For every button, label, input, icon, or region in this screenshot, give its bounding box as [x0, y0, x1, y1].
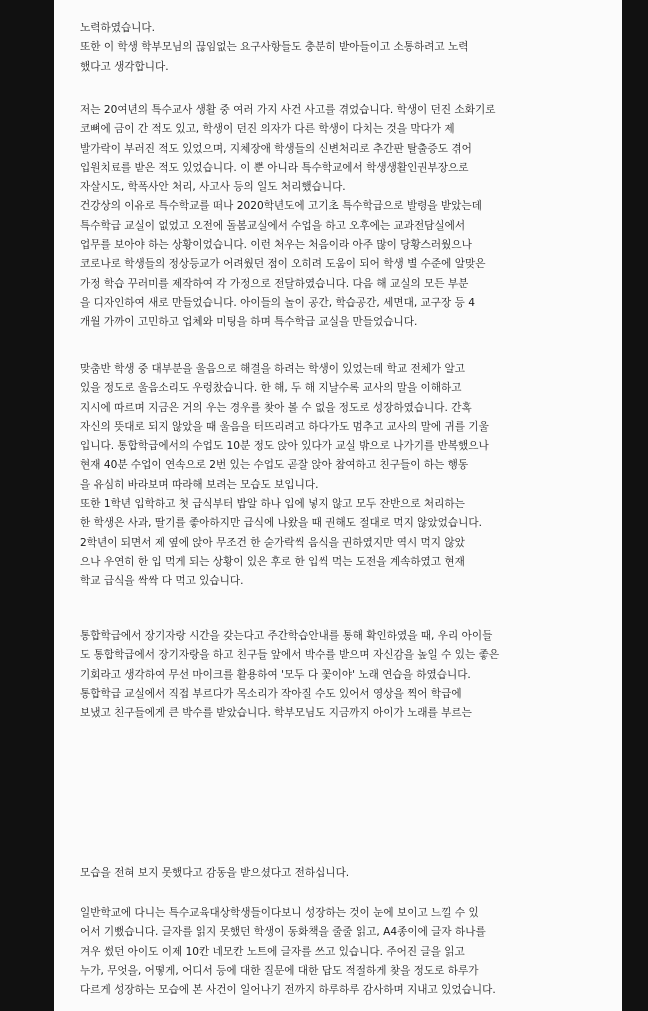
text-line: 한 학생은 사과, 딸기를 좋아하지만 급식에 나왔을 때 권해도 절대로 먹지 않았었습니다.: [80, 517, 482, 530]
paragraph-1: [80, 19, 590, 77]
paragraph-4: [80, 627, 590, 723]
paragraph-2: [80, 101, 590, 333]
text-line: 코뼈에 금이 간 적도 있고, 학생이 던진 의자가 다른 학생이 다치는 것을 막다가 제: [80, 123, 455, 136]
text-line: 기회라고 생각하여 무선 마이크를 활용하여 '모두 다 꽃이야' 노래 연습을 하였습니다.: [80, 668, 471, 681]
text-line: 누가, 무엇을, 어떻게, 어디서 등에 대한 질문에 대한 답도 적절하게 찾을 정도로 하루가: [80, 964, 479, 977]
text-line: 지시에 따르며 지금은 거의 우는 경우를 찾아 볼 수 없을 정도로 성장하였습니다. 간혹: [80, 401, 472, 414]
text-line: 했다고 생각합니다.: [80, 60, 169, 73]
text-line: 학교 급식을 싹싹 다 먹고 있습니다.: [80, 575, 244, 588]
paragraph-5: [80, 864, 590, 883]
text-line: 코로나로 학생들의 정상등교가 어려웠던 점이 오히려 도움이 되어 학생 별 수준에 알맞은: [80, 258, 486, 271]
text-line: 업무를 보아야 하는 상황이었습니다. 이런 처우는 처음이라 아주 많이 당황스러웠으나: [80, 239, 472, 252]
paragraph-6: [80, 904, 590, 1000]
text-line: 현재 40분 수업이 연속으로 2번 있는 수업도 곧잘 앉아 참여하고 친구들이 하는 행동: [80, 459, 469, 472]
text-line: 또한 이 학생 학부모님의 끊임없는 요구사항들도 충분히 받아들이고 소통하려고 노력: [80, 41, 469, 54]
text-line: 개월 가까이 고민하고 업체와 미팅을 하며 특수학급 교실을 만들었습니다.: [80, 316, 418, 329]
text-line: 2학년이 되면서 제 옆에 앉아 무조건 한 숟가락씩 음식을 권하였지만 역시 먹지 않았: [80, 536, 465, 549]
text-line: 어서 기뻤습니다. 글자를 읽지 못했던 학생이 동화책을 줄줄 읽고, A4종이에 글자 하나를: [80, 926, 486, 939]
text-line: 특수학급 교실이 없었고 오전에 돌봄교실에서 수업을 하고 오후에는 교과전담실에서: [80, 219, 466, 232]
text-line: 입원치료를 받은 적도 있었습니다. 이 뿐 아니라 특수학교에서 학생생활인권부장으로: [80, 161, 469, 174]
text-line: 보냈고 친구들에게 큰 박수를 받았습니다. 학부모님도 지금까지 아이가 노래를 부르는: [80, 707, 472, 720]
text-line: 또한 1학년 입학하고 첫 급식부터 밥알 하나 입에 넣지 않고 모두 잔반으로 처리하는: [80, 498, 465, 511]
text-line: 을 디자인하여 새로 만들었습니다. 아이들의 놀이 공간, 학습공간, 세면대, 교구장 등 4: [80, 296, 475, 309]
text-line: 노력하였습니다.: [80, 22, 156, 34]
text-line: 을 유심히 바라보며 따라해 보려는 모습도 보입니다.: [80, 478, 319, 491]
text-line: 일반학교에 다니는 특수교육대상학생들이다보니 성장하는 것이 눈에 보이고 느낄 수 있: [80, 907, 479, 919]
text-line: 자신의 뜻대로 되지 않았을 때 울음을 터뜨리려고 하다가도 멈추고 교사의 말에 귀를 기울: [80, 420, 489, 433]
text-line: 건강상의 이유로 특수학교를 떠나 2020학년도에 고기초 특수학급으로 발령을 받았는데: [80, 200, 482, 213]
text-line: 겨우 썼던 아이도 이제 10칸 네모칸 노트에 글자를 쓰고 있습니다. 주어진 글을 읽고: [80, 945, 465, 958]
text-line: 다르게 성장하는 모습에 본 사건이 일어나기 전까지 하루하루 감사하며 지내고 있었습니다.: [80, 984, 496, 997]
text-line: 가정 학습 꾸러미를 제작하여 각 가정으로 전달하였습니다. 다음 해 교실의 모든 부분: [80, 277, 469, 290]
text-line: 모습을 전혀 보지 못했다고 감동을 받으셨다고 전하십니다.: [80, 867, 350, 879]
text-line: 으나 우연히 한 입 먹게 되는 상황이 있은 후로 한 입씩 먹는 도전을 계속하였고 현재: [80, 555, 465, 568]
text-line: 도 통합학급에서 장기자랑을 하고 친구들 앞에서 박수를 받으며 자신감을 높일 수 있는 좋은: [80, 649, 500, 662]
paragraph-3: [80, 360, 590, 592]
text-line: 저는 20여년의 특수교사 생활 중 여러 가지 사건 사고를 겪었습니다. 학생이 던진 소화기로: [80, 104, 496, 116]
text-line: 통합학급에서 장기자랑 시간을 갖는다고 주간학습안내를 통해 확인하였을 때, 우리 아이들: [80, 630, 493, 642]
text-line: 맞춤반 학생 중 대부분을 울음으로 해결을 하려는 학생이 있었는데 학교 전체가 알고: [80, 363, 465, 375]
text-line: 발가락이 부러진 적도 있었으며, 지체장애 학생들의 신변처리로 추간판 탈출증도 겪어: [80, 142, 472, 155]
text-line: 입니다. 통합학급에서의 수업도 10분 정도 앉아 있다가 교실 밖으로 나가기를 반복했으나: [80, 440, 489, 453]
text-line: 통합학급 교실에서 직접 부르다가 목소리가 작아질 수도 있어서 영상을 찍어 학급에: [80, 687, 462, 700]
text-line: 자살시도, 학폭사안 처리, 사고사 등의 일도 처리했습니다.: [80, 181, 346, 194]
text-line: 있을 정도로 울음소리도 우렁찼습니다. 한 해, 두 해 지날수록 교사의 말을 이해하고: [80, 382, 462, 395]
